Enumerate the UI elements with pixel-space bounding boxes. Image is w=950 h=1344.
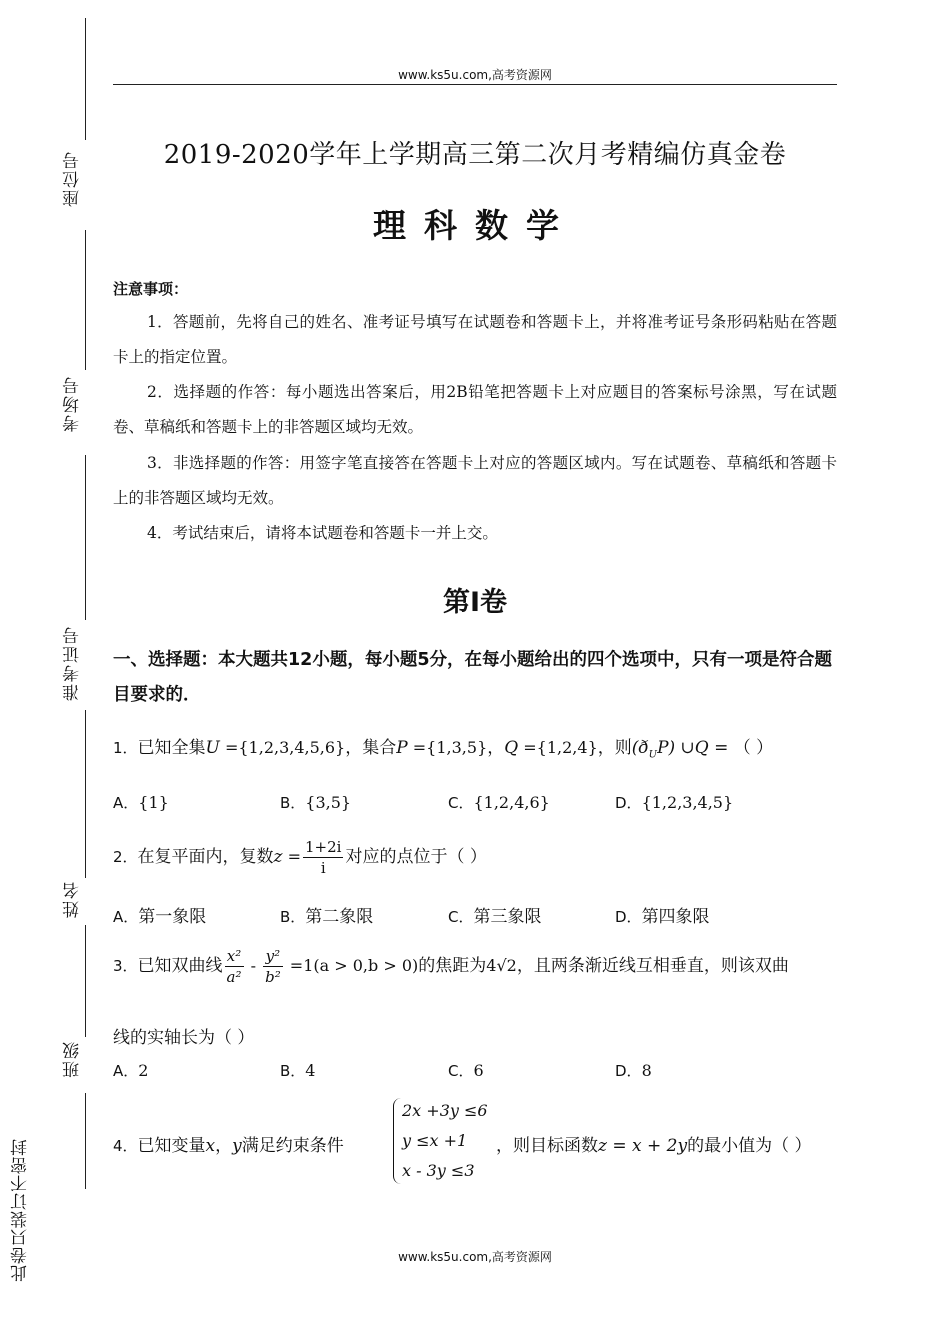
question-3 (113, 946, 789, 987)
fraction-denominator: i (320, 859, 326, 877)
footer-site-text: www.ks5u.com,高考资源网 (398, 1250, 552, 1264)
answer-blank: （ ） (447, 847, 487, 867)
question-text: 对应的点位于 (345, 847, 448, 867)
option-value: 第三象限 (473, 907, 542, 927)
option-label: C． (448, 908, 474, 926)
question-text: ，则目标函数 (496, 1136, 598, 1156)
notice-item-2: 2．选择题的作答：每小题选出答案后，用2B铅笔把答题卡上对应题目的答案标号涂黑，写在试题卷、草稿纸和答题卡上的非答题区域均无效。 (113, 383, 837, 436)
fraction-denominator: a² (226, 968, 242, 986)
seal-notice-label: 此卷只装订不密封 (11, 1138, 31, 1282)
option-c (448, 1060, 484, 1081)
question-4-objective (496, 1131, 811, 1156)
question-text: 已知变量 (137, 1136, 206, 1156)
option-value: {1,2,3,4,5} (641, 793, 734, 812)
option-label: A． (113, 1062, 139, 1080)
math-var: y (232, 1136, 242, 1156)
binding-line (85, 1093, 86, 1189)
option-b (280, 902, 373, 927)
header-site-text: www.ks5u.com,高考资源网 (398, 68, 552, 82)
option-value: 6 (473, 1061, 484, 1080)
question-1 (113, 733, 773, 760)
option-label: A． (113, 794, 139, 812)
option-value: {3,5} (305, 793, 352, 812)
option-value: 8 (641, 1061, 652, 1080)
option-label: B． (280, 908, 306, 926)
fraction-denominator: b² (265, 968, 281, 986)
math-expr: P) ∪Q = (657, 738, 734, 758)
math-var: P (396, 738, 408, 758)
option-label: B． (280, 794, 306, 812)
exam-room-label: 考场号 (63, 375, 83, 432)
question-4 (113, 1131, 344, 1156)
question-text: 满足约束条件 (241, 1136, 344, 1156)
option-d (615, 1060, 652, 1081)
option-b (280, 792, 351, 813)
constraint-1: 2x +3y ≤6 (402, 1101, 488, 1120)
math-expr: 4√2 (486, 956, 517, 975)
name-label: 姓名 (63, 880, 83, 918)
question-text: ，则 (597, 738, 632, 758)
seat-number-label: 座位号 (63, 150, 83, 207)
math-subscript: U (648, 749, 658, 761)
option-label: C． (448, 1062, 474, 1080)
math-expr: (ð (631, 738, 649, 758)
notice-item-3: 3．非选择题的作答：用签字笔直接答在答题卡上对应的答题区域内。写在试题卷、草稿纸和答题卡上的非答题区域均无效。 (113, 454, 837, 507)
constraint-3: x - 3y ≤3 (402, 1161, 475, 1180)
math-set: ={1,2,3,4,5,6} (219, 738, 346, 757)
question-text: ，且两条渐近线互相垂直，则该双曲 (516, 956, 789, 976)
math-expr: z = x + 2y (598, 1136, 688, 1156)
option-value: 4 (305, 1061, 316, 1080)
option-label: A． (113, 908, 139, 926)
question-text: ， (487, 738, 505, 758)
fraction-y (263, 946, 283, 987)
class-label: 班级 (63, 1040, 83, 1078)
option-value: {1} (138, 793, 169, 812)
math-expr: =1(a > 0,b > 0) (284, 956, 419, 975)
math-expr: = (282, 847, 302, 866)
question-number: 2． (113, 848, 138, 866)
section-heading: 第Ⅰ卷 (442, 587, 508, 618)
question-text: 在复平面内，复数 (137, 847, 274, 867)
math-var: z (273, 847, 283, 867)
fraction (303, 837, 343, 878)
question-number: 4． (113, 1137, 138, 1155)
header-rule (113, 84, 837, 85)
fraction-numerator: 1+2i (305, 838, 342, 856)
option-label: D． (615, 908, 642, 926)
option-label: C． (448, 794, 474, 812)
question-number: 1． (113, 739, 138, 757)
question-2 (113, 837, 487, 878)
question-text: 的最小值为（ ） (687, 1136, 812, 1156)
fraction-x (225, 946, 244, 987)
option-value: {1,2,4,6} (473, 793, 550, 812)
notice-heading: 注意事项： (113, 280, 189, 298)
question-text: 的焦距为 (418, 956, 487, 976)
question-3-continued: 线的实轴长为（ ） (113, 1028, 255, 1048)
question-text: 已知双曲线 (137, 956, 223, 976)
option-a (113, 1060, 148, 1081)
math-set: ={1,2,4} (518, 738, 598, 757)
option-value: 第二象限 (305, 907, 374, 927)
question-number: 3． (113, 957, 138, 975)
option-value: 第四象限 (641, 907, 710, 927)
binding-line (85, 230, 86, 370)
exam-title: 2019-2020学年上学期高三第二次月考精编仿真金卷 (163, 140, 787, 170)
notice-item-4: 4．考试结束后，请将本试题卷和答题卡一并上交。 (147, 524, 498, 542)
subject-title: 理科数学 (373, 206, 577, 245)
option-c (448, 902, 541, 927)
option-label: B． (280, 1062, 306, 1080)
option-label: D． (615, 1062, 642, 1080)
math-set: ={1,3,5} (407, 738, 488, 757)
option-label: D． (615, 794, 642, 812)
question-text: 已知全集 (137, 738, 206, 758)
option-a (113, 792, 169, 813)
option-value: 第一象限 (138, 907, 207, 927)
fraction-numerator: x² (225, 946, 244, 967)
option-value: 2 (138, 1061, 149, 1080)
option-c (448, 792, 550, 813)
option-b (280, 1060, 315, 1081)
math-var: Q (504, 738, 519, 758)
math-var: U (205, 738, 220, 758)
question-text: ， (215, 1136, 233, 1156)
answer-blank: （ ） (733, 738, 774, 758)
binding-line (85, 710, 86, 878)
notice-item-1: 1．答题前，先将自己的姓名、准考证号填写在试题卷和答题卡上，并将准考证号条形码粘贴在答题卡上的指定位置。 (113, 313, 837, 366)
math-var: x (205, 1136, 216, 1156)
option-d (615, 792, 733, 813)
question-text: ，集合 (345, 738, 397, 758)
ticket-number-label: 准考证号 (63, 625, 83, 701)
constraint-2: y ≤x +1 (402, 1131, 468, 1150)
fraction-numerator: y² (263, 946, 283, 967)
part-heading: 一、选择题：本大题共12小题，每小题5分，在每小题给出的四个选项中，只有一项是符合题目要求的． (113, 650, 833, 705)
option-a (113, 902, 206, 927)
math-expr: - (245, 956, 262, 975)
option-d (615, 902, 710, 927)
binding-line (85, 925, 86, 1037)
